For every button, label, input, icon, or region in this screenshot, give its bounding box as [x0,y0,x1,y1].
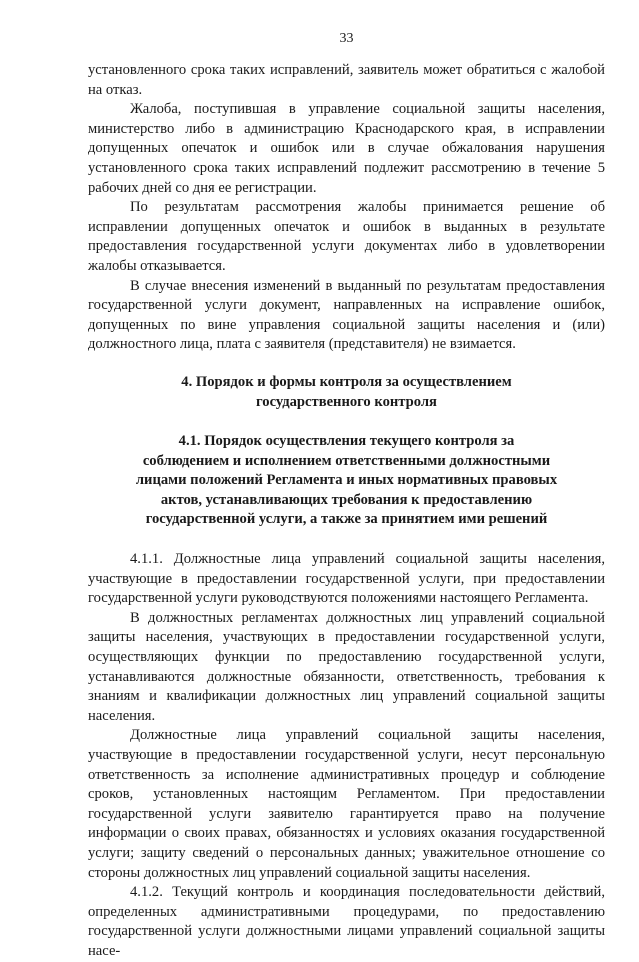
body-paragraph: 4.1.1. Должностные лица управлений социальной защиты населения, участвующие в предоставлении государственной услуги, при предоставлении государственной услуги руководствуются положениями настоящего Регламента. [88,551,605,607]
subsection-heading-line: актов, устанавливающих требования к предоставлению [160,491,533,508]
section-heading-line: государственного контроля [256,393,437,410]
subsection-heading-line: лицами положений Регламента и иных нормативных правовых [135,472,558,489]
page-number: 33 [339,31,354,46]
body-paragraph: 4.1.2. Текущий контроль и координация последовательности действий, определенных административными процедурами, по предоставлению государственной услуги должностными лицами управлений социальной защиты насе- [88,884,605,959]
subsection-heading-line: 4.1. Порядок осуществления текущего контроля за [178,433,515,450]
subsection-heading [88,432,605,530]
paragraphs-before [88,61,605,355]
section-heading [88,373,605,412]
body-paragraph: Должностные лица управлений социальной защиты населения, участвующие в предоставлении государственной услуги, несут персональную ответственность за исполнение административных процедур и соблюдение сроков, установленных настоящим Регламентом. При предоставлении государственной услуги заявителю гарантируется право на получение информации о своих правах, обязанностях и условиях оказания государственной услуги; защиту сведений о персональных данных; уважительное отношение со стороны должностных лиц управлений социальной защиты населения. [88,727,605,881]
document-body [88,61,605,962]
body-paragraph: установленного срока таких исправлений, заявитель может обратиться с жалобой на отказ. [88,62,605,98]
paragraphs-after [88,550,605,961]
body-paragraph: По результатам рассмотрения жалобы принимается решение об исправлении допущенных опечаток и ошибок в выданных в результате предоставления государственной услуги документах либо в удовлетворении жалобы отказывается. [88,199,605,274]
subsection-heading-line: государственной услуги, а также за принятием ими решений [145,511,548,528]
body-paragraph: В случае внесения изменений в выданный по результатам предоставления государственной услуги документ, направленных на исправление ошибок, допущенных по вине управления социальной защиты населения и (или) должностного лица, плата с заявителя (представителя) не взимается. [88,277,605,353]
section-heading-line: 4. Порядок и формы контроля за осуществлением [181,373,512,390]
body-paragraph: В должностных регламентах должностных лиц управлений социальной защиты населения, участвующих в предоставлении государственной услуги, осуществляющих функции по предоставлению государственной услуги, устанавливаются должностные обязанности, ответственность, требования к знаниям и квалификации должностных лиц управлений социальной защиты населения. [88,609,605,724]
subsection-heading-line: соблюдением и исполнением ответственными должностными [142,452,551,469]
body-paragraph: Жалоба, поступившая в управление социальной защиты населения, министерство либо в администрацию Краснодарского края, в исправлении допущенных опечаток и ошибок или в случае обжалования нарушения установленного срока таких исправлений подлежит рассмотрению в течение 5 рабочих дней со дня ее регистрации. [88,101,605,196]
